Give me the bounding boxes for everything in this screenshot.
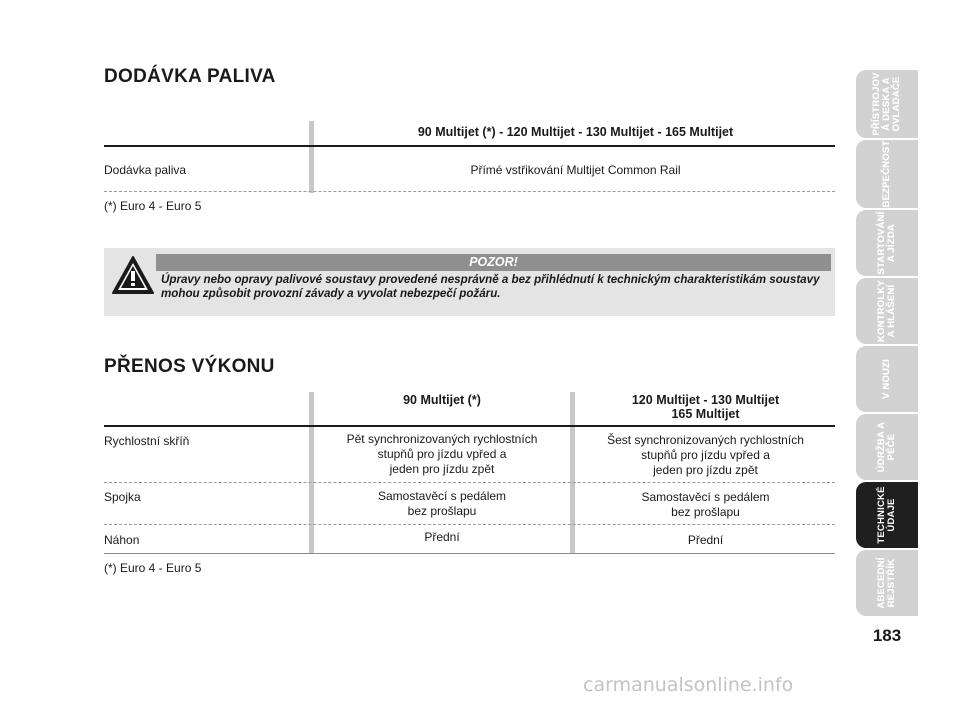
tab-safety[interactable] <box>856 140 918 208</box>
transmission-header-rule <box>104 425 835 427</box>
warning-heading: POZOR! <box>156 254 831 271</box>
tab-emergency[interactable] <box>856 346 918 412</box>
clutch-col1-line2: bez prošlapu <box>407 504 477 518</box>
fuel-footnote: (*) Euro 4 - Euro 5 <box>104 199 202 213</box>
row-label-gearbox: Rychlostní skříň <box>104 434 190 448</box>
gearbox-col2-line1: Šest synchronizovaných rychlostních <box>607 433 804 447</box>
fuel-row-label: Dodávka paliva <box>104 163 187 177</box>
fuel-row-rule <box>104 191 835 192</box>
tab-maintenance-label: ÚDRŽBA A PÉČE <box>876 421 897 473</box>
gearbox-col2-line3: jeden pro jízdu zpět <box>653 463 758 477</box>
gearbox-row-rule <box>104 482 835 483</box>
tab-warning-lights-label: KONTROLKY A HLÁŠENÍ <box>876 280 897 342</box>
transmission-divider-2 <box>570 392 575 554</box>
fuel-column-header: 90 Multijet (*) - 120 Multijet - 130 Multijet - 165 Multijet <box>417 125 734 139</box>
fuel-row-value: Přímé vstřikování Multijet Common Rail <box>470 163 681 177</box>
warning-text: Úpravy nebo opravy palivové soustavy provedené nesprávně a bez přihlédnutí k technickým charakteristikám soustavy mohou způsobit provozní závady a vyvolat nebezpečí požáru. <box>161 273 820 300</box>
watermark: carmanualsonline.info <box>583 674 794 696</box>
tab-technical-data[interactable] <box>856 482 918 548</box>
tab-instrument-panel-label: PŘÍSTROJOV Á DESKA A OVLADAČE <box>871 72 902 136</box>
tab-maintenance[interactable] <box>856 414 918 480</box>
clutch-col2-line2: bez prošlapu <box>671 505 740 519</box>
gearbox-col1-line3: jeden pro jízdu zpět <box>389 462 495 476</box>
drive-col2-value: Přední <box>687 533 724 547</box>
transmission-col2-header-line1: 120 Multijet - 130 Multijet <box>631 393 780 407</box>
tab-safety-label: BEZPEČNOST <box>881 140 892 208</box>
tab-technical-data-label: TECHNICKÉ ÚDAJE <box>876 486 897 544</box>
tab-starting-driving-label: STARTOVÁNÍ A JÍZDA <box>876 211 897 275</box>
tab-index-label: ABECEDNÍ REJSTŘÍK <box>876 557 897 609</box>
fuel-header-rule <box>104 145 835 147</box>
drive-col1-value: Přední <box>424 530 460 544</box>
drive-row-rule <box>104 553 835 554</box>
transmission-divider-1 <box>309 392 314 554</box>
fuel-column-divider <box>309 121 314 193</box>
clutch-row-rule <box>104 524 835 525</box>
tab-index[interactable] <box>856 550 918 616</box>
gearbox-col1-line2: stupňů pro jízdu vpřed a <box>377 447 507 461</box>
row-label-drive: Náhon <box>104 533 140 547</box>
tab-emergency-label: V NOUZI <box>881 359 892 399</box>
clutch-col2-line1: Samostavěcí s pedálem <box>641 490 770 504</box>
transmission-section-title: PŘENOS VÝKONU <box>104 356 275 377</box>
tab-warning-lights[interactable] <box>856 278 918 344</box>
gearbox-col1-line1: Pět synchronizovaných rychlostních <box>346 432 538 446</box>
transmission-col2-header-line2: 165 Multijet <box>671 407 740 421</box>
transmission-col1-header: 90 Multijet (*) <box>403 393 481 407</box>
tab-starting-driving[interactable] <box>856 210 918 276</box>
row-label-clutch: Spojka <box>104 490 141 504</box>
gearbox-col2-line2: stupňů pro jízdu vpřed a <box>641 448 770 462</box>
fuel-section-title: DODÁVKA PALIVA <box>104 66 276 87</box>
clutch-col1-line1: Samostavěcí s pedálem <box>377 489 507 503</box>
page-number: 183 <box>872 626 902 645</box>
warning-triangle-icon <box>110 254 156 296</box>
transmission-footnote: (*) Euro 4 - Euro 5 <box>104 561 202 575</box>
tab-instrument-panel[interactable] <box>856 70 918 138</box>
